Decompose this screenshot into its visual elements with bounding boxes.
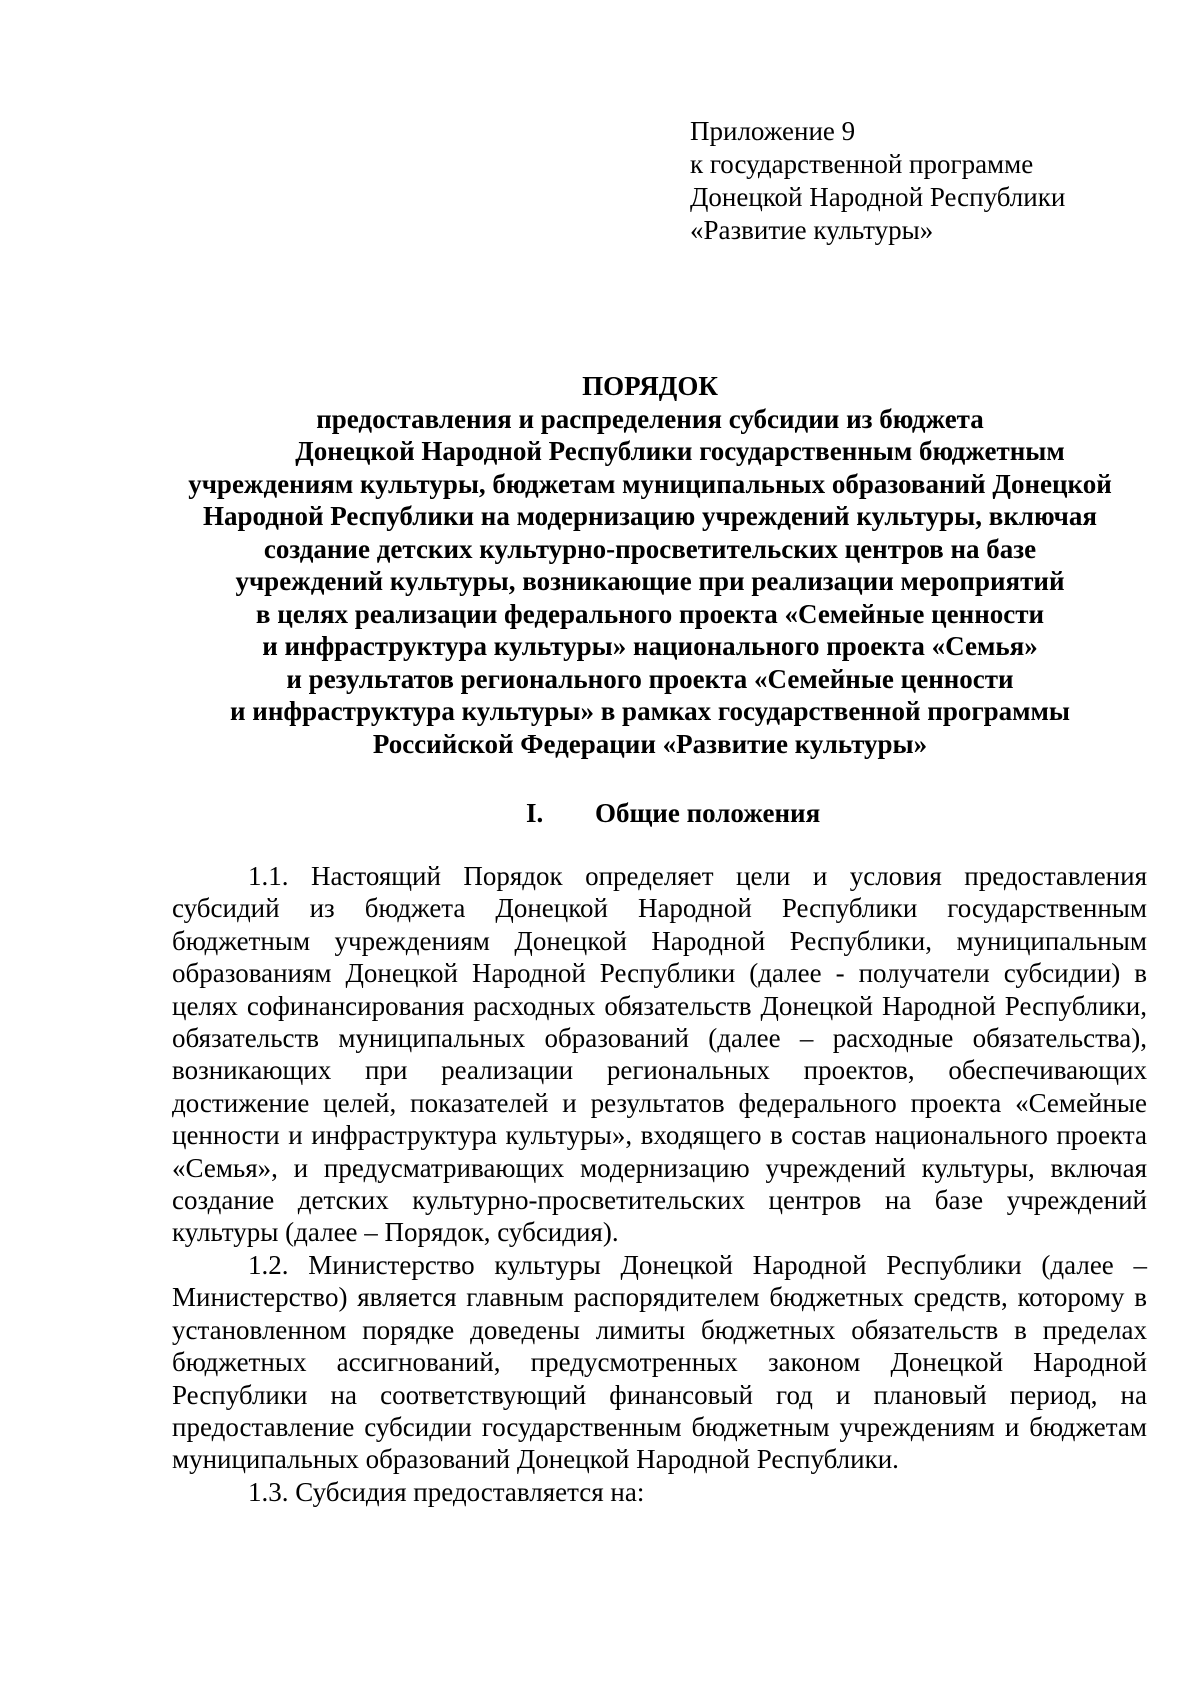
paragraph: 1.1. Настоящий Порядок определяет цели и условия предоставления субсидий из бюджета Донецкой Народной Республики государственным бюджетным учреждениям Донецкой Народной Республики, муниципальным образованиям Донецкой Народной Республики (далее - получатели субсидии) в целях софинансирования расходных обязательств Донецкой Народной Республики, обязательств муниципальных образований (далее – расходные обязательства), возникающих при реализации региональных проектов, обеспечивающих достижение целей, показателей и результатов федерального проекта «Семейные ценности и инфраструктура культуры», входящего в состав национального проекта «Семья», и предусматривающих модернизацию учреждений культуры, включая создание детских культурно-просветительских центров на базе учреждений культуры (далее – Порядок, субсидия). — [172, 861, 1147, 1248]
appendix-line: «Развитие культуры» — [690, 215, 934, 245]
appendix-line: Приложение 9 — [690, 116, 856, 146]
title-line: учреждений культуры, возникающие при реализации мероприятий — [235, 566, 1065, 596]
title-line: создание детских культурно-просветительских центров на базе — [263, 533, 1037, 564]
document-title — [150, 370, 1150, 760]
title-line: Народной Республики на модернизацию учреждений культуры, включая — [203, 501, 1097, 531]
appendix-line: Донецкой Народной Республики — [690, 182, 1066, 212]
title-line: и результатов регионального проекта «Семейные ценности — [286, 663, 1014, 694]
paragraph: 1.2. Министерство культуры Донецкой Народной Республики (далее – Министерство) является главным распорядителем бюджетных средств, которому в установленном порядке доведены лимиты бюджетных обязательств в пределах бюджетных ассигнований, предусмотренных законом Донецкой Народной Республики на соответствующий финансовый год и плановый период, на предоставление субсидии государственным бюджетным учреждениям и бюджетам муниципальных образований Донецкой Народной Республики. — [172, 1249, 1147, 1475]
title-line: Донецкой Народной Республики государственным бюджетным — [295, 436, 1065, 466]
title-line: учреждениям культуры, бюджетам муниципальных образований Донецкой — [188, 468, 1112, 499]
appendix-note — [690, 115, 1150, 247]
section-title: Общие положения — [595, 798, 821, 828]
title-line: и инфраструктура культуры» в рамках государственной программы — [229, 696, 1070, 726]
title-line: и инфраструктура культуры» национального проекта «Семья» — [262, 631, 1038, 661]
title-heading: ПОРЯДОК — [582, 371, 718, 401]
appendix-line: к государственной программе — [690, 149, 1034, 179]
title-line: предоставления и распределения субсидии из бюджета — [316, 403, 984, 434]
title-line: в целях реализации федерального проекта «Семейные ценности — [255, 598, 1045, 629]
section-number: I. — [526, 798, 544, 828]
title-line: Российской Федерации «Развитие культуры» — [372, 728, 928, 759]
paragraph: 1.3. Субсидия предоставляется на: — [248, 1476, 645, 1507]
body-text — [172, 860, 1147, 1508]
